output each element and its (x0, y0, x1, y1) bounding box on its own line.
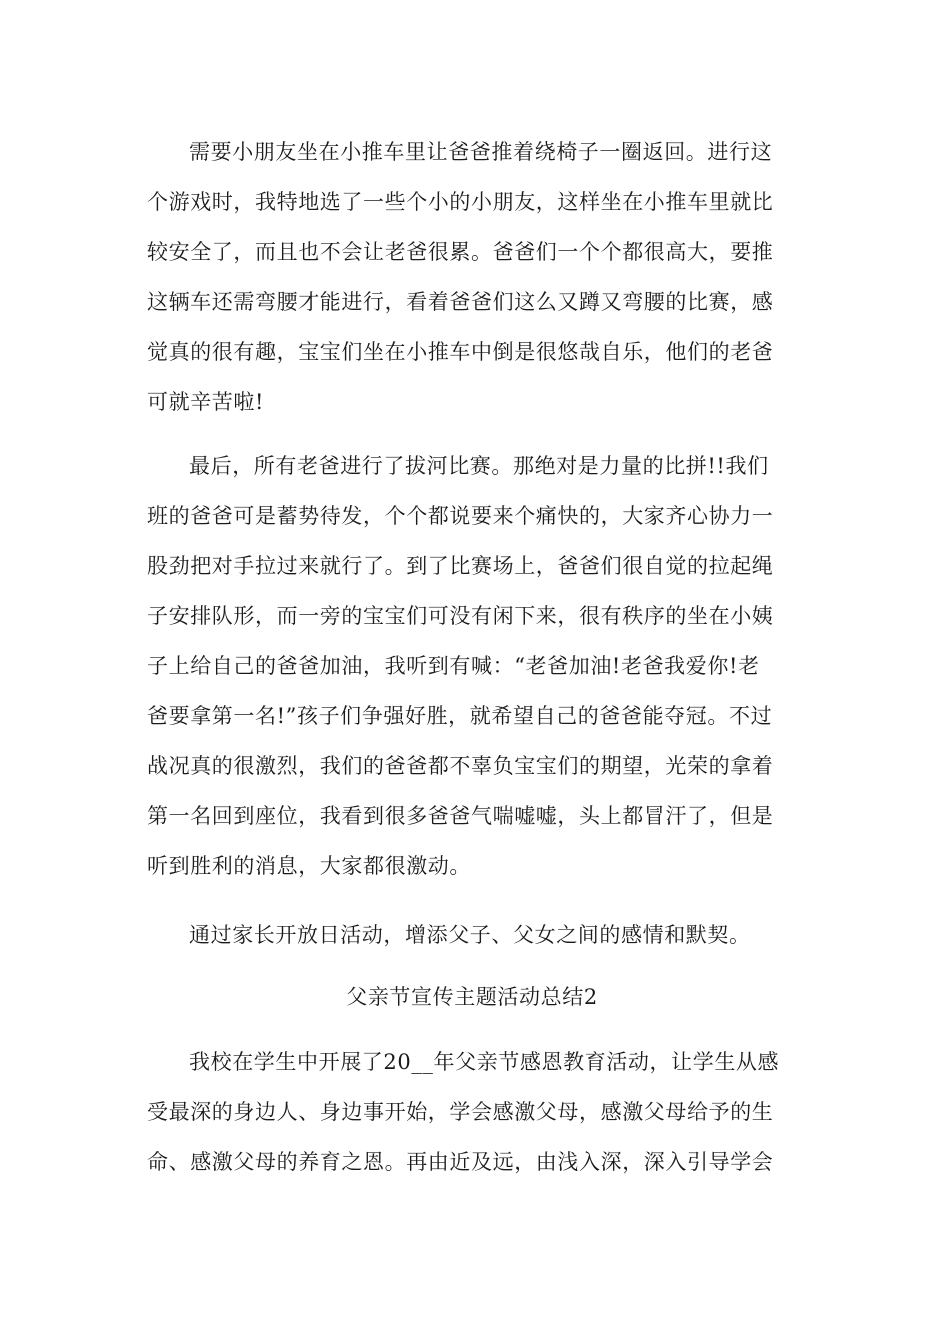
paragraph-line: 爸要拿第一名!”孩子们争强好胜，就希望自己的爸爸能夺冠。不过 (147, 704, 773, 728)
paragraph-line: 需要小朋友坐在小推车里让爸爸推着绕椅子一圈返回。进行这 (189, 140, 773, 164)
paragraph-open-day-summary (147, 910, 797, 960)
paragraph-line: 受最深的身边人、身边事开始，学会感激父母，感激父母给予的生 (147, 1100, 774, 1124)
paragraph-line: 听到胜利的消息，大家都很激动。 (147, 854, 471, 878)
paragraph-line: 最后，所有老爸进行了拔河比赛。那绝对是力量的比拼!!我们 (189, 454, 769, 478)
paragraph-line: 第一名回到座位，我看到很多爸爸气喘嘘嘘，头上都冒汗了，但是 (147, 804, 774, 828)
paragraph-line: 战况真的很激烈，我们的爸爸都不辜负宝宝们的期望，光荣的拿着 (147, 754, 774, 778)
paragraph-stroller-game (147, 127, 797, 427)
paragraph-line: 通过家长开放日活动，增添父子、父女之间的感情和默契。 (189, 923, 751, 947)
paragraph-line: 个游戏时，我特地选了一些个小的小朋友，这样坐在小推车里就比 (147, 190, 774, 214)
paragraph-line: 子上给自己的爸爸加油，我听到有喊：“老爸加油!老爸我爱你!老 (147, 654, 760, 678)
heading-text: 父亲节宣传主题活动总结2 (346, 985, 598, 1009)
paragraph-school-activity (147, 1037, 797, 1187)
section-heading (147, 972, 797, 1022)
paragraph-line: 可就辛苦啦! (147, 390, 265, 414)
paragraph-line: 命、感激父母的养育之恩。再由近及远，由浅入深，深入引导学会 (147, 1150, 774, 1174)
paragraph-line: 子安排队形，而一旁的宝宝们可没有闲下来，很有秩序的坐在小姨 (147, 604, 774, 628)
paragraph-line: 我校在学生中开展了20__年父亲节感恩教育活动，让学生从感 (189, 1050, 780, 1074)
paragraph-line: 班的爸爸可是蓄势待发，个个都说要来个痛快的，大家齐心协力一 (147, 504, 774, 528)
paragraph-line: 股劲把对手拉过来就行了。到了比赛场上，爸爸们很自觉的拉起绳 (147, 554, 774, 578)
paragraph-line: 较安全了，而且也不会让老爸很累。爸爸们一个个都很高大，要推 (147, 240, 774, 264)
paragraph-line: 觉真的很有趣，宝宝们坐在小推车中倒是很悠哉自乐，他们的老爸 (147, 340, 774, 364)
paragraph-line: 这辆车还需弯腰才能进行，看着爸爸们这么又蹲又弯腰的比赛，感 (147, 290, 774, 314)
paragraph-tug-of-war (147, 441, 797, 891)
